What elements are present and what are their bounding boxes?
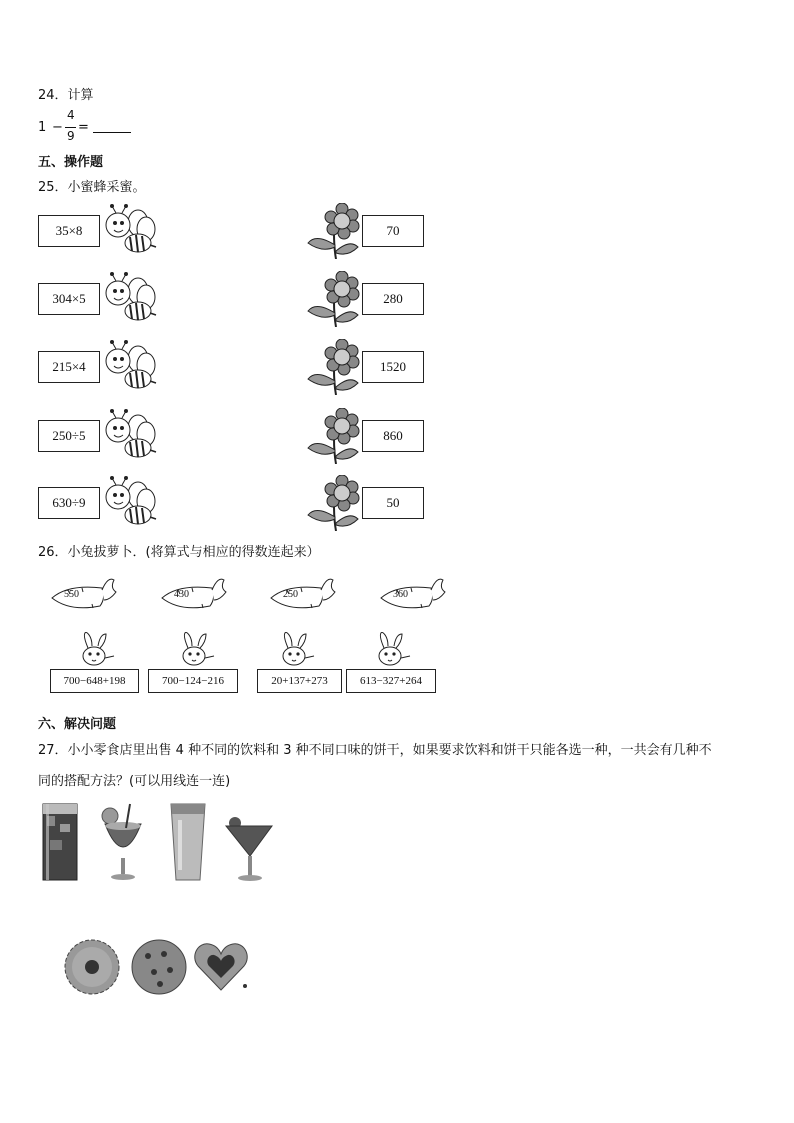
- flower-icon: [304, 339, 360, 395]
- expr-equals: =: [78, 120, 89, 135]
- rabbit-icon: [72, 632, 118, 668]
- flower-answer-box[interactable]: 70: [362, 215, 424, 247]
- flower-answer-box[interactable]: 280: [362, 283, 424, 315]
- cookie-heart-icon: [192, 938, 250, 996]
- rabbit-icon: [272, 632, 318, 668]
- cookie-chocolate-chip-icon: [130, 938, 188, 996]
- carrot-value: 360: [393, 589, 408, 600]
- rabbit-icon: [172, 632, 218, 668]
- bee-expression-box[interactable]: 250÷5: [38, 420, 100, 452]
- flower-icon: [304, 271, 360, 327]
- drink-martini-glass-icon: [222, 800, 276, 882]
- carrot-icon[interactable]: [158, 572, 228, 614]
- flower-icon: [304, 408, 360, 464]
- section-5-title: 五、操作题: [38, 155, 104, 170]
- carrot-icon[interactable]: [267, 572, 337, 614]
- bee-icon: [100, 408, 158, 464]
- carrot-value: 250: [283, 589, 298, 600]
- fraction-denominator: 9: [67, 129, 75, 143]
- cookie-flower-icon: [63, 938, 121, 996]
- rabbit-expression-box[interactable]: 613−327+264: [346, 669, 436, 693]
- q27-line-1: 27．小小零食店里出售 4 种不同的饮料和 3 种不同口味的饼干，如果要求饮料和饼干只能各选一种，一共会有几种不: [38, 743, 712, 758]
- q26-label: 26．小兔拔萝卜．(将算式与相应的得数连起来）: [38, 545, 320, 560]
- q24-expression: [38, 110, 158, 150]
- bee-expression-box[interactable]: 215×4: [38, 351, 100, 383]
- bee-icon: [100, 475, 158, 531]
- section-6-title: 六、解决问题: [38, 717, 117, 732]
- flower-icon: [304, 203, 360, 259]
- expr-one: 1: [38, 120, 47, 135]
- q24-label: 24．计算: [38, 88, 94, 103]
- rabbit-expression-box[interactable]: 700−648+198: [50, 669, 139, 693]
- bee-icon: [100, 203, 158, 259]
- q27-line-2: 同的搭配方法？(可以用线连一连): [38, 774, 231, 789]
- q25-label: 25．小蜜蜂采蜜。: [38, 180, 146, 195]
- drink-beer-glass-icon: [167, 800, 209, 882]
- drink-cocktail-glass-icon: [100, 800, 146, 882]
- carrot-value: 550: [64, 589, 79, 600]
- fraction-bar: [65, 127, 76, 128]
- flower-answer-box[interactable]: 50: [362, 487, 424, 519]
- drink-cola-glass-icon: [40, 800, 80, 882]
- carrot-icon[interactable]: [377, 572, 447, 614]
- rabbit-icon: [368, 632, 414, 668]
- bee-expression-box[interactable]: 35×8: [38, 215, 100, 247]
- bee-expression-box[interactable]: 304×5: [38, 283, 100, 315]
- bee-icon: [100, 271, 158, 327]
- flower-icon: [304, 475, 360, 531]
- carrot-icon[interactable]: [48, 572, 118, 614]
- bee-icon: [100, 339, 158, 395]
- rabbit-expression-box[interactable]: 20+137+273: [257, 669, 342, 693]
- flower-answer-box[interactable]: 1520: [362, 351, 424, 383]
- rabbit-expression-box[interactable]: 700−124−216: [148, 669, 238, 693]
- carrot-value: 430: [174, 589, 189, 600]
- expr-minus: −: [52, 120, 63, 135]
- flower-answer-box[interactable]: 860: [362, 420, 424, 452]
- answer-blank[interactable]: [93, 132, 131, 133]
- fraction-numerator: 4: [67, 108, 75, 122]
- bee-expression-box[interactable]: 630÷9: [38, 487, 100, 519]
